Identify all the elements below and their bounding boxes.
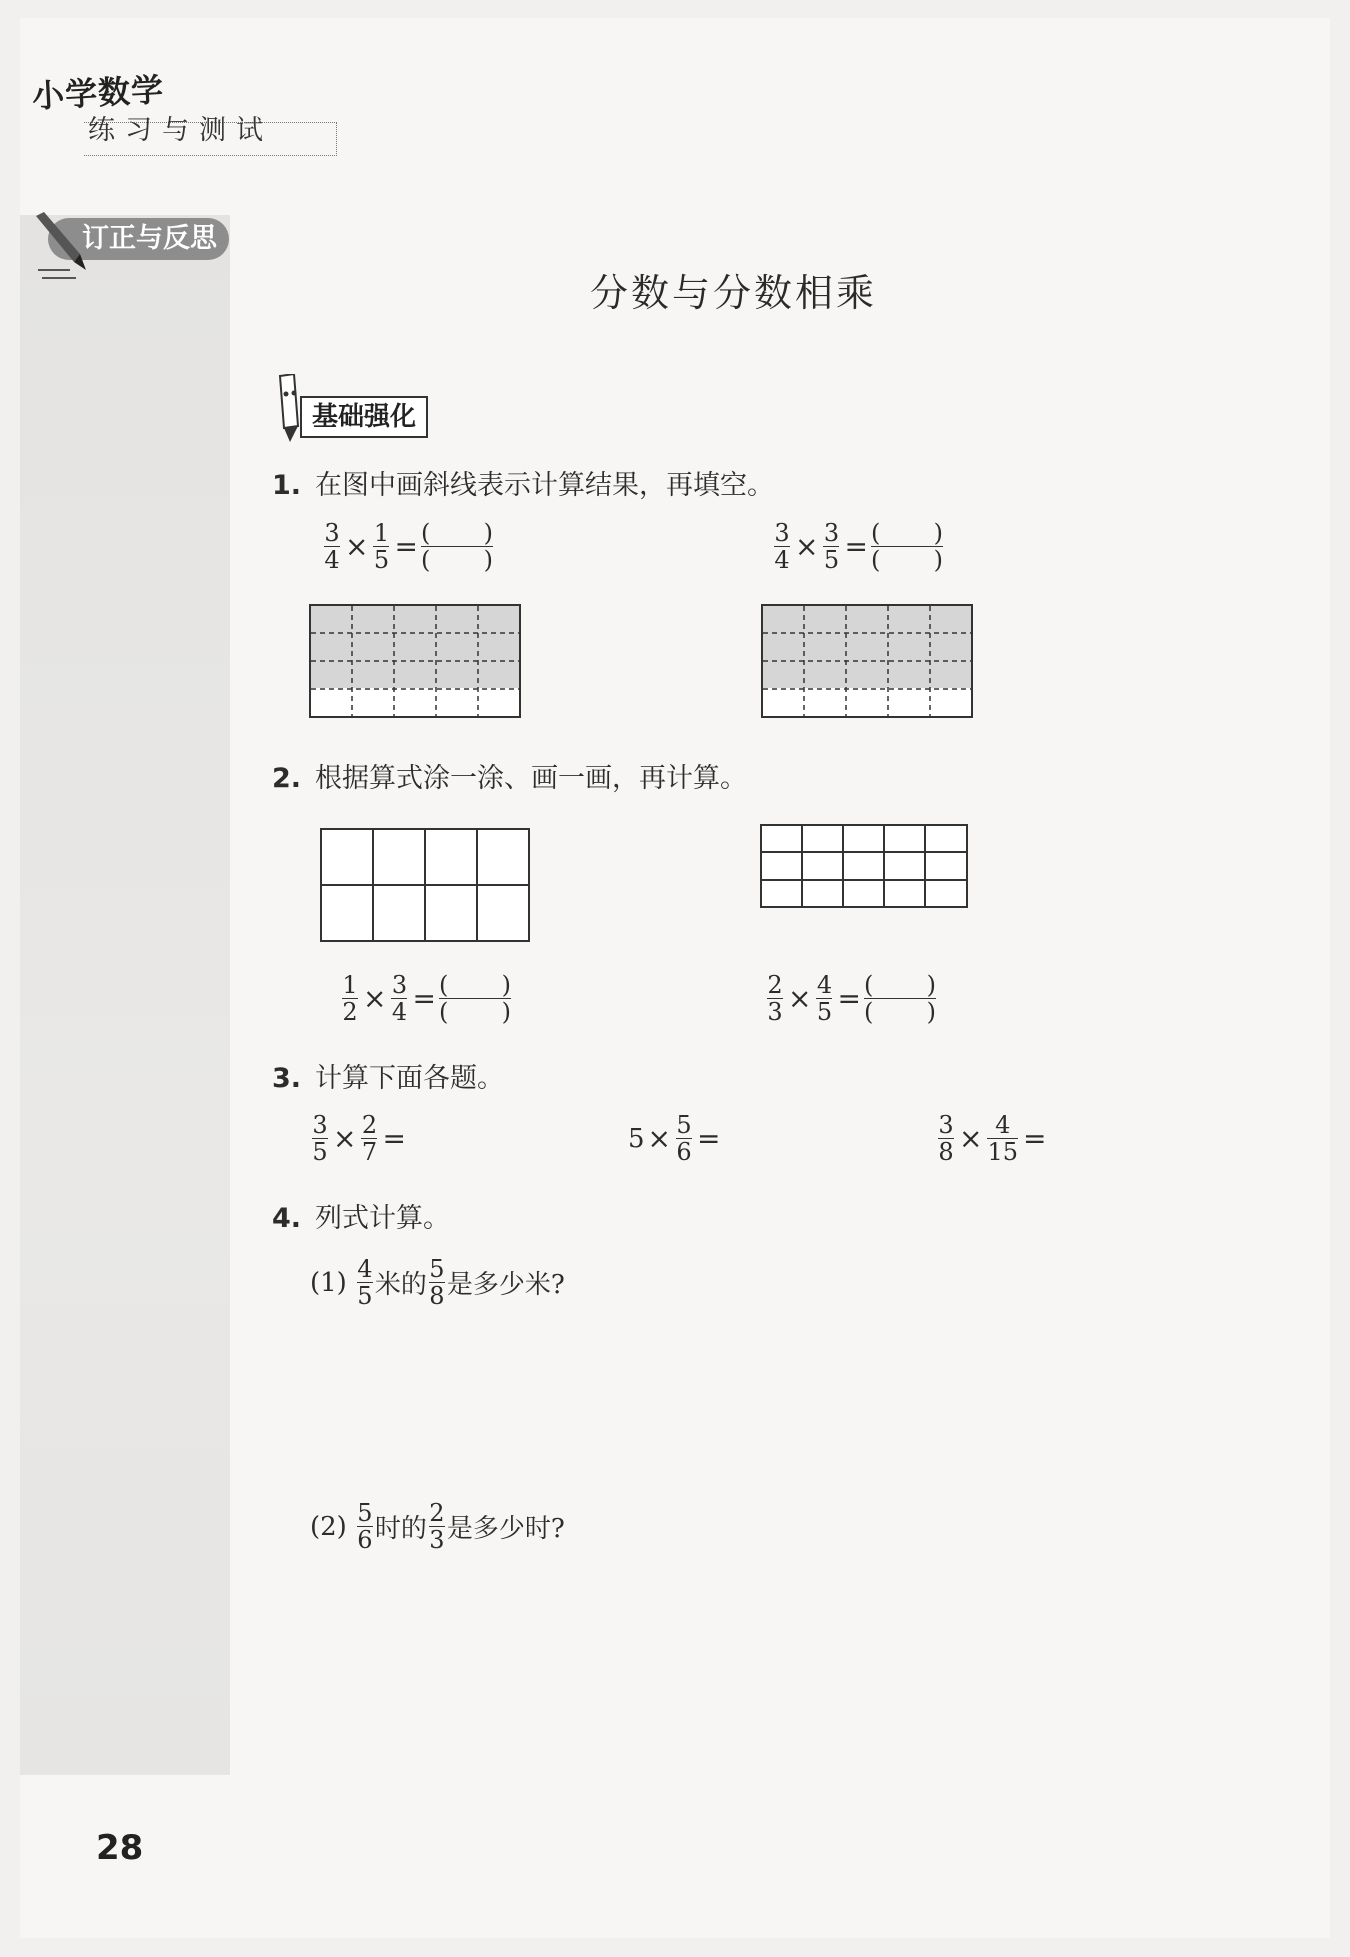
sidebar-tag: 订正与反思 — [48, 218, 229, 260]
question-3 — [272, 1056, 504, 1095]
fraction: $\frac{1}{2}$ — [342, 971, 358, 1026]
question-text: 在图中画斜线表示计算结果，再填空。 — [315, 470, 775, 501]
equals-sign: = — [412, 982, 436, 1015]
question-4 — [272, 1196, 450, 1235]
q2-expression-right — [765, 972, 936, 1025]
part-mid-text: 时的 — [374, 1514, 427, 1544]
equals-sign: = — [394, 530, 418, 563]
q3-expression-1[interactable] — [310, 1112, 409, 1165]
question-number: 1. — [272, 470, 302, 501]
q4-part-1[interactable] — [310, 1256, 565, 1309]
times-sign: × — [363, 982, 387, 1015]
question-2 — [272, 756, 747, 795]
equals-sign: = — [382, 1122, 406, 1155]
reflection-sidebar — [20, 215, 230, 1775]
question-text: 计算下面各题。 — [315, 1063, 505, 1094]
section-tag: 基础强化 — [300, 396, 428, 438]
equals-sign: = — [844, 530, 868, 563]
fraction: $\frac{2}{3}$ — [767, 971, 783, 1026]
fraction: $\frac{3}{4}$ — [324, 519, 340, 574]
times-sign: × — [333, 1122, 357, 1155]
fraction: $\frac{3}{4}$ — [774, 519, 790, 574]
fraction: $\frac{2}{3}$ — [429, 1499, 445, 1554]
answer-blank[interactable]: ( ) ( ) — [863, 971, 936, 1026]
question-text: 根据算式涂一涂、画一画，再计算。 — [315, 763, 748, 794]
part-label: (1) — [310, 1267, 347, 1298]
q3-expression-2[interactable] — [628, 1112, 723, 1165]
q4-part-2[interactable] — [310, 1500, 565, 1553]
equals-sign: = — [1023, 1122, 1047, 1155]
fraction: $\frac{4}{5}$ — [357, 1255, 373, 1310]
question-1 — [272, 463, 774, 502]
pencil-icon — [30, 212, 90, 282]
page-title: 分数与分数相乘 — [590, 271, 878, 315]
part-tail-text: 是多少时? — [446, 1514, 565, 1544]
q2-expression-left — [340, 972, 511, 1025]
fraction: $\frac{4}{15}$ — [987, 1111, 1019, 1166]
times-sign: × — [795, 530, 819, 563]
fraction: $\frac{3}{4}$ — [391, 971, 408, 1026]
q1-expression-right — [772, 520, 943, 573]
fraction: $\frac{1}{5}$ — [373, 519, 390, 574]
fraction: $\frac{3}{8}$ — [938, 1111, 954, 1166]
fraction: $\frac{3}{5}$ — [823, 519, 840, 574]
answer-blank[interactable]: ( ) ( ) — [438, 971, 511, 1026]
times-sign: × — [345, 530, 369, 563]
q1-grid-left[interactable] — [309, 604, 523, 720]
question-number: 2. — [272, 763, 302, 794]
part-mid-text: 米的 — [374, 1270, 427, 1300]
times-sign: × — [788, 982, 812, 1015]
q1-grid-right[interactable] — [761, 604, 975, 720]
q2-grid-right[interactable] — [760, 824, 970, 910]
brand-subtitle: 练习与测试 — [88, 115, 273, 146]
fraction: $\frac{5}{8}$ — [429, 1255, 445, 1310]
fraction: $\frac{2}{7}$ — [361, 1111, 378, 1166]
whole-number: 5 — [628, 1123, 645, 1154]
part-label: (2) — [310, 1511, 347, 1542]
question-number: 3. — [272, 1063, 302, 1094]
q3-expression-3[interactable] — [936, 1112, 1049, 1165]
answer-blank[interactable]: ( ) ( ) — [870, 519, 943, 574]
question-text: 列式计算。 — [315, 1203, 451, 1234]
fraction: $\frac{3}{5}$ — [312, 1111, 328, 1166]
fraction: $\frac{5}{6}$ — [676, 1111, 692, 1166]
fraction: $\frac{4}{5}$ — [816, 971, 833, 1026]
fraction: $\frac{5}{6}$ — [357, 1499, 373, 1554]
answer-blank[interactable]: ( ) ( ) — [420, 519, 493, 574]
equals-sign: = — [697, 1122, 721, 1155]
question-number: 4. — [272, 1203, 302, 1234]
times-sign: × — [959, 1122, 983, 1155]
q2-grid-left[interactable] — [320, 828, 532, 944]
brand-title: 小学数学 — [31, 70, 166, 116]
page-number: 28 — [96, 1828, 144, 1868]
q1-expression-left — [322, 520, 493, 573]
times-sign: × — [647, 1122, 672, 1155]
part-tail-text: 是多少米? — [446, 1270, 565, 1300]
equals-sign: = — [837, 982, 861, 1015]
